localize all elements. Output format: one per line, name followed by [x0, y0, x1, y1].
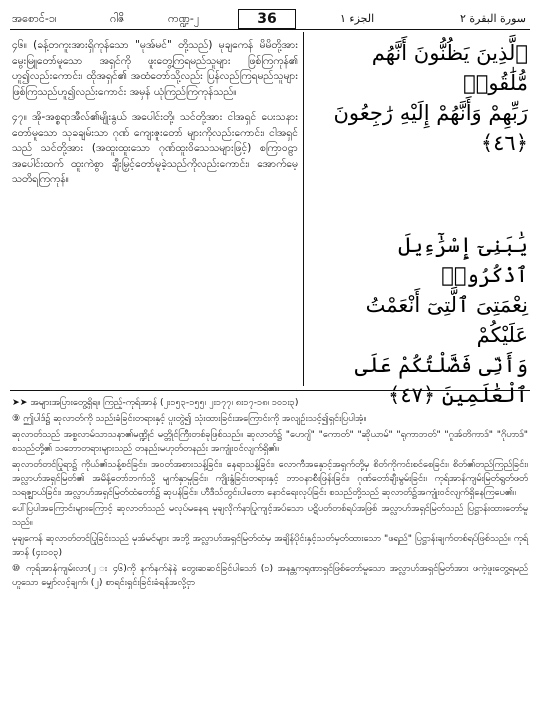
verse-46-arabic-line-1: ٱلَّذِينَ يَظُنُّونَ أَنَّهُم مُّلَٰقُوا۟: [371, 41, 528, 95]
verse-47-translation: ၄၇။ အို-အစ္စရာအီလ်၏မျိုးနွယ် အပေါင်းတို့၊ သင်တို့အား ငါအရှင် ပေးသနားတော်မူသော သုခချမ်းသာ ဂုဏ် ကျေးဇူးတော် များကိုလည်းကောင်း၊ ငါအရှင်သည် သင်တို့အား (အထူးထူးသော ဂုဏ်ထူးဝိသေသများဖြင့်) စကြာဝဠာ အပေါင်းထက် ထူးကဲစွာ ချီးမြှင့်တော်မူခဲ့သည်ကိုလည်းကောင်း၊ အောက်မေ့ သတိရကြကုန်။: [12, 111, 298, 185]
footnote-9-para-1: ဆုလာတ်သည် အစ္စလာမ်သာသနာ၏မဏ္ဍိုင် မတ္တိုင်ကြီးတစ်ခုဖြစ်သည်။ ဆုလာတ်၌ "ဟေဂျ်" "ကောတ်" "ဆိုယာမ်" "ရုကာဘတ်" "ဂူအ်တိကာဒ်" "ဂိုဟာဒ်" စသည်တို့၏ သဘောတရားများသည် တနည်းမဟုတ်တနည်း အကျုံးဝင်လျက်ရှိ၏။: [12, 429, 528, 454]
footnote-9: ⑨ ဤပါဒ်၌ ဆုလာတ်ကို သည်းခံခြင်းတရားနှင့် ပူးတွဲ၍ သုံးထားခြင်းအကြောင်းကို အလျဉ်းသင့်၍ရှင်းပြပါအံ့။: [12, 413, 367, 424]
quran-page: [10, 8, 530, 704]
footnote-reference: ➤➤ အများအပြားတွေ့ရှိရ။ ကြည့်-ကုရ်အာန် (၂း၁၅၃-၁၅၅၊ ၂း၁၇၇၊ ၈း၁၇-၁၈၊ ၁၀၁း၃): [12, 397, 299, 408]
verse-46-translation: ၄၆။ (ခန့်တကူးအားရှိကုန်သော "မုအ်မင်" တို့သည်) မုချကေန် မိမိတို့အား မွေးမြူတော်မူသော အရှင်ကို ဖူးတွေ့ကြရမည်သူများ ဖြစ်ကြကုန်၏ ဟူ၍လည်းကောင်း၊ ထိုအရှင်၏ အထံတော်သို့လည်း ပြန်လည်ကြရမည်သူများ ဖြစ်ကြသည်ဟူ၍လည်းကောင်း အမှန် ယုံကြည်ကြကုန်သည်။: [12, 39, 298, 98]
translation-column: [12, 38, 298, 198]
header-divider: [10, 29, 530, 30]
section-label: ကဏ္ဍ-၂: [168, 12, 200, 25]
footnote-divider: [10, 390, 530, 391]
column-divider: [303, 32, 304, 386]
page-header: [10, 8, 530, 30]
verse-46-arabic-line-2: رَبِّهِمْ وَأَنَّهُمْ إِلَيْهِ رَٰجِعُونَ ﴿٤٦﴾: [333, 101, 528, 155]
volume-label: အစောင်-၁၊: [12, 12, 57, 25]
ghazi-label: ဂါဇိ: [110, 12, 125, 25]
page-number: 36: [238, 9, 296, 29]
footnote-9-para-3: ပေါ်ပြပါအကြောင်းများကြောင့် ဆုလာတ်သည် မလုပ်မနေရ မုချလိုက်နာပြုကျင့်အပ်သော ပဋိပတ်တစ်ရပ်အဖြစ် အလ္လာဟ်အရှင်မြတ်သည် ပြဋ္ဌာန်းထားတော်မူသည်။: [12, 503, 528, 528]
surah-label: سورة البقرة ٢: [459, 12, 526, 25]
footnotes: [12, 396, 528, 592]
verse-47-arabic-line-2: نِعْمَتِىَ ٱلَّتِىٓ أَنْعَمْتُ عَلَيْكُمْ: [365, 293, 528, 347]
footnote-10: ⑩ ကုရ်အာန်ကျမ်းလာ(၂ း ၄၆)ကို နက်နက်နဲနဲ တွေးဆဆင်ခြင်ပါသော် (၁) အနန္တကရုဏာရှင်ဖြစ်တော်မူသော အလ္လာဟ်အရှင်မြတ်အား ဖကဲ့ဖူးတွေ့ရမည်ဟူသော မျှော်လင့်ချက်၊ (၂) စာရင်းရှင်းခြင်းခံရန်အလို့ငှာ: [12, 563, 528, 588]
verse-47-arabic-line-3: وَأَنِّى فَضَّلْتُكُمْ عَلَى ٱلْعَٰلَمِينَ ﴿٤٧﴾: [354, 353, 528, 407]
juz-label: الجزء ١: [340, 12, 375, 25]
footnote-9-para-2: ဆုလာတ်တင်ပြုရာ၌ ကိုယ်၏သန့်စင်ခြင်း၊ အဝတ်အစားသန့်ခြင်း၊ နေရာသန့်ခြင်း၊ လောကီအနှောင့်အရှက်တို့မှ စိတ်ကိုကင်းစင်စေခြင်း၊ စိတ်၏တည်ကြည်ခြင်း၊ အလ္လာဟ်အရှင်မြတ်၏ အမိန့်တော်ဘက်သို့ မျက်နှာမူခြင်း၊ ကျိုးနွံခြင်းတရားနှင့် ဘာဝနာစီးဖြန်းခြင်း၊ ဂုဏ်တော်ချီးမွမ်းခြင်း၊ ကုရ်အာန်ကျမ်းမြတ်ရွတ်ဖတ်သရဇ္ဈာယ်ခြင်း၊ အလ္လာဟ်အရှင်မြတ်ထံတော်၌ ဆုပန်ခြင်း၊ ဟီဒီသ်တွင်းပါတော နောင်ရေးလုပ်ခြင်း စသည်တို့သည် ဆုလာတ်၌အကျုံးဝင်လျက်ရှိနေကြပေ၏။: [12, 459, 528, 498]
arabic-column: [310, 34, 528, 410]
footnote-9-para-4: မုချကေန် ဆုလာတ်တင်ပြုခြင်းသည် မုအ်မင်များ အဘို့ အလ္လာဟ်အရှင်မြတ်ထံမှ အချိန်ပိုင်းနှင့်သတ်မှတ်ထားသော "ဖရည်" ပြဋ္ဌာန်းချက်တစ်ရပ်ဖြစ်သည်။ ကုရ်အာန် (၄း၁၀၃): [12, 533, 528, 558]
verse-47-arabic-line-1: يَٰبَنِىٓ إِسْرَٰٓءِيلَ ٱذْكُرُوا۟: [398, 233, 528, 287]
